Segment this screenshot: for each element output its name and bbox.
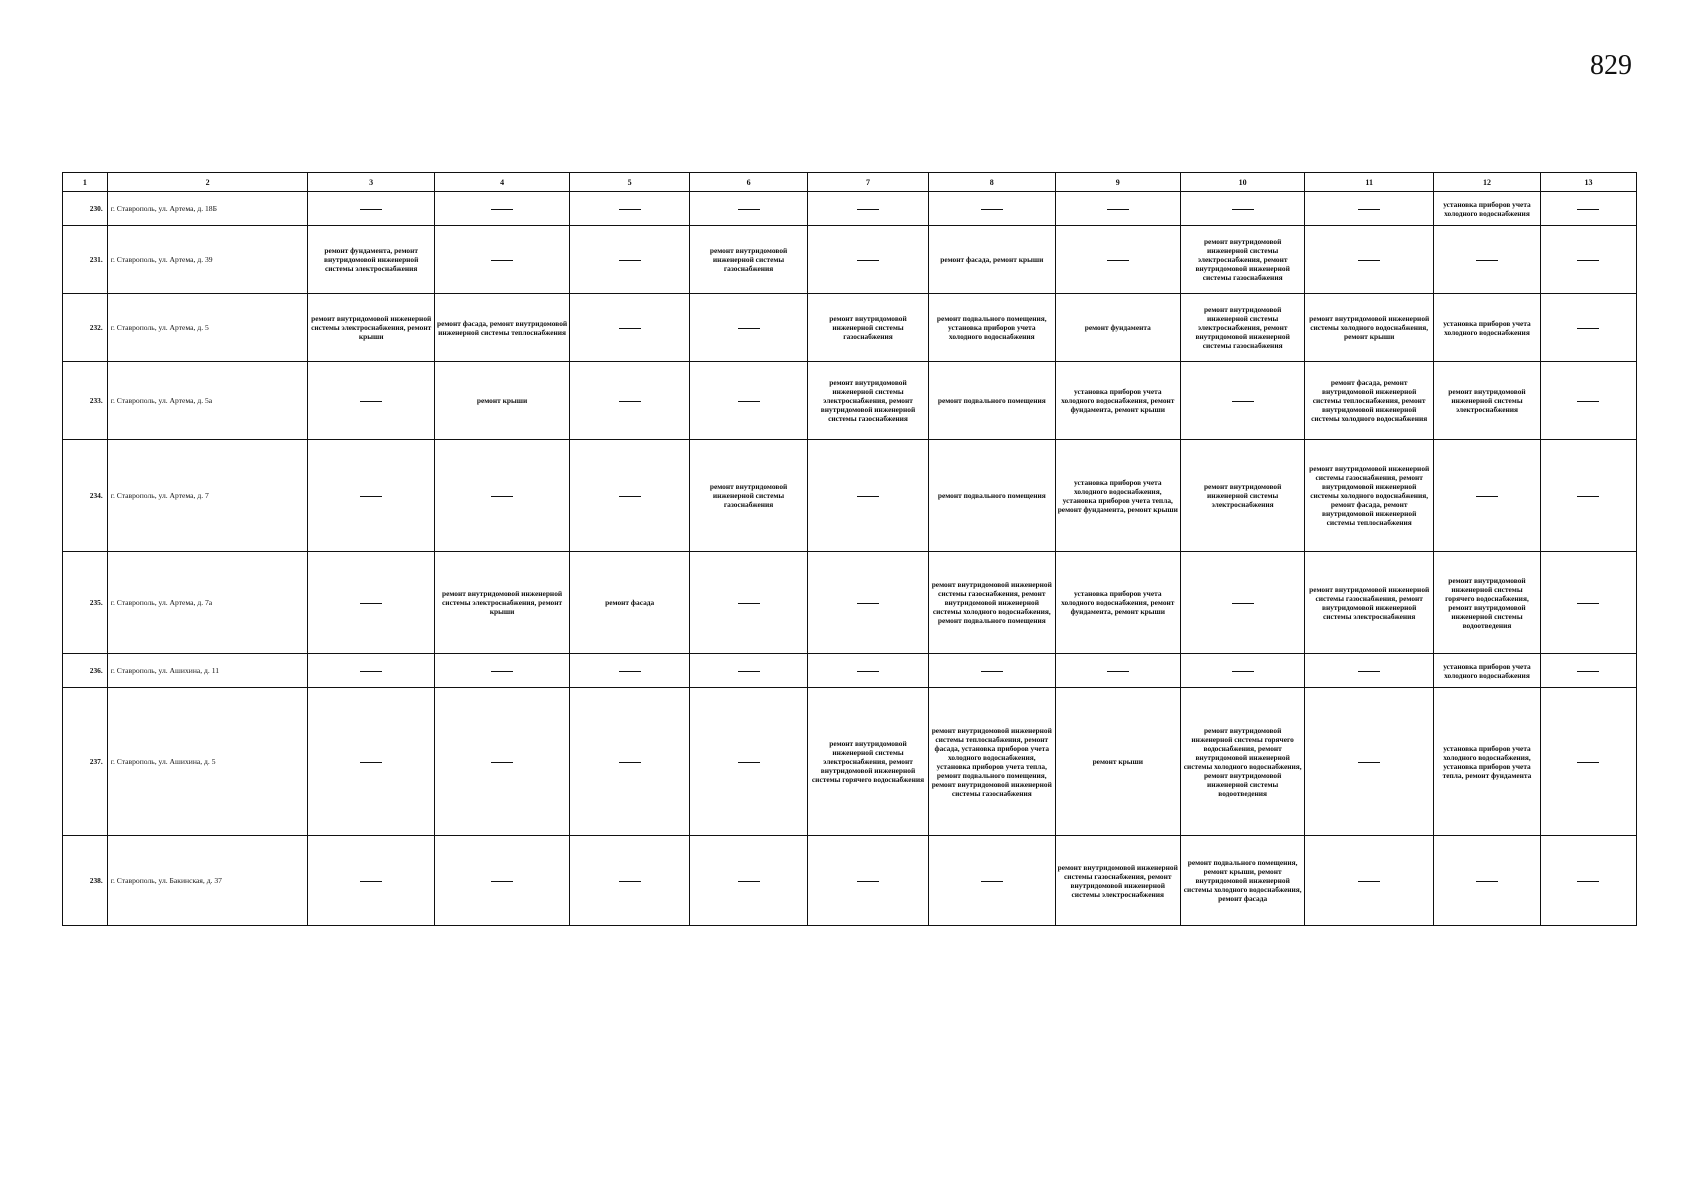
- empty-cell: [690, 552, 808, 654]
- empty-cell: [929, 654, 1056, 688]
- dash-mark: [1577, 496, 1599, 497]
- address-cell: г. Ставрополь, ул. Бакинская, д. 37: [107, 836, 308, 926]
- empty-cell: [1434, 440, 1541, 552]
- dash-mark: [360, 401, 382, 402]
- repair-schedule-table: [62, 172, 1637, 926]
- work-cell: ремонт фасада, ремонт внутридомовой инженерной системы теплоснабжения: [434, 294, 569, 362]
- address-cell: г. Ставрополь, ул. Артема, д. 7: [107, 440, 308, 552]
- address-cell: г. Ставрополь, ул. Артема, д. 5а: [107, 362, 308, 440]
- work-cell: ремонт крыши: [434, 362, 569, 440]
- dash-mark: [1577, 762, 1599, 763]
- work-cell: ремонт фундамента: [1055, 294, 1180, 362]
- work-cell: ремонт внутридомовой инженерной системы газоснабжения, ремонт внутридомовой инженерной системы электроснабжения: [1055, 836, 1180, 926]
- work-cell: ремонт внутридомовой инженерной системы электроснабжения, ремонт внутридомовой инженерной системы газоснабжения: [807, 362, 928, 440]
- dash-mark: [981, 881, 1003, 882]
- work-cell: ремонт внутридомовой инженерной системы холодного водоснабжения, ремонт крыши: [1305, 294, 1434, 362]
- dash-mark: [491, 496, 513, 497]
- empty-cell: [1540, 654, 1636, 688]
- dash-mark: [1232, 603, 1254, 604]
- column-header-11: 11: [1305, 173, 1434, 192]
- empty-cell: [308, 836, 435, 926]
- empty-cell: [690, 654, 808, 688]
- dash-mark: [619, 401, 641, 402]
- empty-cell: [1305, 226, 1434, 294]
- row-number: 233.: [63, 362, 108, 440]
- dash-mark: [857, 209, 879, 210]
- work-cell: ремонт внутридомовой инженерной системы газоснабжения, ремонт внутридомовой инженерной системы холодного водоснабжения, ремонт подвального помещения: [929, 552, 1056, 654]
- empty-cell: [690, 362, 808, 440]
- dash-mark: [619, 328, 641, 329]
- empty-cell: [434, 688, 569, 836]
- column-header-4: 4: [434, 173, 569, 192]
- address-cell: г. Ставрополь, ул. Артема, д. 7а: [107, 552, 308, 654]
- dash-mark: [857, 260, 879, 261]
- work-cell: ремонт крыши: [1055, 688, 1180, 836]
- dash-mark: [738, 209, 760, 210]
- dash-mark: [1476, 881, 1498, 882]
- dash-mark: [1107, 260, 1129, 261]
- page-number: 829: [1590, 50, 1632, 81]
- dash-mark: [491, 762, 513, 763]
- dash-mark: [981, 209, 1003, 210]
- empty-cell: [308, 440, 435, 552]
- empty-cell: [308, 654, 435, 688]
- empty-cell: [1180, 362, 1304, 440]
- empty-cell: [807, 836, 928, 926]
- address-cell: г. Ставрополь, ул. Артема, д. 39: [107, 226, 308, 294]
- work-cell: ремонт внутридомовой инженерной системы газоснабжения, ремонт внутридомовой инженерной системы электроснабжения: [1305, 552, 1434, 654]
- empty-cell: [690, 688, 808, 836]
- table-row: [63, 654, 1637, 688]
- address-cell: г. Ставрополь, ул. Артема, д. 18Б: [107, 192, 308, 226]
- work-cell: ремонт фасада: [570, 552, 690, 654]
- empty-cell: [1055, 654, 1180, 688]
- empty-cell: [1434, 226, 1541, 294]
- column-header-9: 9: [1055, 173, 1180, 192]
- dash-mark: [619, 209, 641, 210]
- work-cell: установка приборов учета холодного водоснабжения, ремонт фундамента, ремонт крыши: [1055, 552, 1180, 654]
- dash-mark: [738, 328, 760, 329]
- work-cell: установка приборов учета холодного водоснабжения: [1434, 294, 1541, 362]
- empty-cell: [1540, 362, 1636, 440]
- dash-mark: [1232, 671, 1254, 672]
- work-cell: ремонт подвального помещения, установка приборов учета холодного водоснабжения: [929, 294, 1056, 362]
- empty-cell: [1180, 654, 1304, 688]
- work-cell: ремонт внутридомовой инженерной системы газоснабжения: [690, 226, 808, 294]
- empty-cell: [690, 294, 808, 362]
- column-header-8: 8: [929, 173, 1056, 192]
- empty-cell: [1180, 192, 1304, 226]
- empty-cell: [1305, 688, 1434, 836]
- empty-cell: [1305, 836, 1434, 926]
- work-cell: установка приборов учета холодного водоснабжения, установка приборов учета тепла, ремонт фундамента, ремонт крыши: [1055, 440, 1180, 552]
- dash-mark: [1107, 671, 1129, 672]
- dash-mark: [491, 881, 513, 882]
- empty-cell: [1434, 836, 1541, 926]
- empty-cell: [570, 362, 690, 440]
- row-number: 230.: [63, 192, 108, 226]
- work-cell: ремонт внутридомовой инженерной системы электроснабжения, ремонт внутридомовой инженерной системы газоснабжения: [1180, 226, 1304, 294]
- column-header-7: 7: [807, 173, 928, 192]
- dash-mark: [360, 762, 382, 763]
- empty-cell: [434, 192, 569, 226]
- work-cell: ремонт внутридомовой инженерной системы электроснабжения, ремонт внутридомовой инженерной системы горячего водоснабжения: [807, 688, 928, 836]
- work-cell: установка приборов учета холодного водоснабжения: [1434, 654, 1541, 688]
- empty-cell: [308, 552, 435, 654]
- dash-mark: [1358, 209, 1380, 210]
- work-cell: ремонт подвального помещения: [929, 362, 1056, 440]
- table-row: [63, 226, 1637, 294]
- empty-cell: [807, 192, 928, 226]
- empty-cell: [690, 836, 808, 926]
- dash-mark: [360, 209, 382, 210]
- empty-cell: [807, 440, 928, 552]
- dash-mark: [857, 671, 879, 672]
- dash-mark: [738, 881, 760, 882]
- dash-mark: [1232, 401, 1254, 402]
- empty-cell: [570, 836, 690, 926]
- work-cell: ремонт фасада, ремонт крыши: [929, 226, 1056, 294]
- dash-mark: [1577, 671, 1599, 672]
- empty-cell: [1540, 226, 1636, 294]
- dash-mark: [857, 496, 879, 497]
- dash-mark: [360, 881, 382, 882]
- work-cell: ремонт внутридомовой инженерной системы электроснабжения, ремонт крыши: [434, 552, 569, 654]
- dash-mark: [1577, 603, 1599, 604]
- empty-cell: [929, 836, 1056, 926]
- work-cell: ремонт внутридомовой инженерной системы электроснабжения, ремонт крыши: [308, 294, 435, 362]
- dash-mark: [1476, 260, 1498, 261]
- dash-mark: [1577, 209, 1599, 210]
- work-cell: ремонт внутридомовой инженерной системы электроснабжения: [1180, 440, 1304, 552]
- empty-cell: [1540, 836, 1636, 926]
- table-row: [63, 688, 1637, 836]
- empty-cell: [570, 192, 690, 226]
- empty-cell: [434, 654, 569, 688]
- table-row: [63, 192, 1637, 226]
- dash-mark: [857, 881, 879, 882]
- empty-cell: [807, 654, 928, 688]
- empty-cell: [1055, 226, 1180, 294]
- address-cell: г. Ставрополь, ул. Артема, д. 5: [107, 294, 308, 362]
- dash-mark: [1577, 328, 1599, 329]
- dash-mark: [360, 671, 382, 672]
- dash-mark: [1107, 209, 1129, 210]
- empty-cell: [1055, 192, 1180, 226]
- column-header-1: 1: [63, 173, 108, 192]
- dash-mark: [619, 496, 641, 497]
- dash-mark: [1232, 209, 1254, 210]
- dash-mark: [1577, 881, 1599, 882]
- column-header-12: 12: [1434, 173, 1541, 192]
- work-cell: ремонт фасада, ремонт внутридомовой инженерной системы теплоснабжения, ремонт внутридомовой инженерной системы холодного водоснабжения: [1305, 362, 1434, 440]
- empty-cell: [434, 226, 569, 294]
- empty-cell: [1540, 294, 1636, 362]
- work-cell: ремонт подвального помещения, ремонт крыши, ремонт внутридомовой инженерной системы холодного водоснабжения, ремонт фасада: [1180, 836, 1304, 926]
- empty-cell: [1540, 552, 1636, 654]
- column-header-10: 10: [1180, 173, 1304, 192]
- column-header-2: 2: [107, 173, 308, 192]
- empty-cell: [690, 192, 808, 226]
- empty-cell: [1540, 688, 1636, 836]
- empty-cell: [929, 192, 1056, 226]
- row-number: 231.: [63, 226, 108, 294]
- dash-mark: [1476, 496, 1498, 497]
- dash-mark: [738, 671, 760, 672]
- work-cell: ремонт внутридомовой инженерной системы горячего водоснабжения, ремонт внутридомовой инженерной системы холодного водоснабжения, ремонт внутридомовой инженерной системы водоотведения: [1180, 688, 1304, 836]
- dash-mark: [360, 496, 382, 497]
- header-row: [63, 173, 1637, 192]
- empty-cell: [434, 836, 569, 926]
- dash-mark: [1358, 762, 1380, 763]
- row-number: 238.: [63, 836, 108, 926]
- address-cell: г. Ставрополь, ул. Ашихина, д. 11: [107, 654, 308, 688]
- dash-mark: [1358, 671, 1380, 672]
- dash-mark: [857, 603, 879, 604]
- empty-cell: [1540, 440, 1636, 552]
- table-row: [63, 440, 1637, 552]
- row-number: 232.: [63, 294, 108, 362]
- work-cell: ремонт внутридомовой инженерной системы теплоснабжения, ремонт фасада, установка приборов учета холодного водоснабжения, установка приборов учета тепла, ремонт подвального помещения, ремонт внутридомовой инженерной системы газоснабжения: [929, 688, 1056, 836]
- dash-mark: [360, 603, 382, 604]
- row-number: 236.: [63, 654, 108, 688]
- work-cell: ремонт подвального помещения: [929, 440, 1056, 552]
- empty-cell: [1305, 192, 1434, 226]
- work-cell: ремонт внутридомовой инженерной системы газоснабжения: [807, 294, 928, 362]
- empty-cell: [308, 688, 435, 836]
- empty-cell: [308, 362, 435, 440]
- empty-cell: [570, 688, 690, 836]
- empty-cell: [1180, 552, 1304, 654]
- dash-mark: [619, 671, 641, 672]
- dash-mark: [1577, 260, 1599, 261]
- row-number: 237.: [63, 688, 108, 836]
- work-cell: установка приборов учета холодного водоснабжения, установка приборов учета тепла, ремонт фундамента: [1434, 688, 1541, 836]
- dash-mark: [619, 762, 641, 763]
- table-row: [63, 552, 1637, 654]
- work-cell: ремонт внутридомовой инженерной системы электроснабжения: [1434, 362, 1541, 440]
- empty-cell: [570, 294, 690, 362]
- column-header-3: 3: [308, 173, 435, 192]
- work-cell: ремонт фундамента, ремонт внутридомовой инженерной системы электроснабжения: [308, 226, 435, 294]
- empty-cell: [570, 440, 690, 552]
- dash-mark: [619, 260, 641, 261]
- table-row: [63, 836, 1637, 926]
- empty-cell: [1305, 654, 1434, 688]
- empty-cell: [434, 440, 569, 552]
- dash-mark: [491, 260, 513, 261]
- empty-cell: [807, 552, 928, 654]
- dash-mark: [981, 671, 1003, 672]
- dash-mark: [1358, 881, 1380, 882]
- column-header-13: 13: [1540, 173, 1636, 192]
- dash-mark: [1358, 260, 1380, 261]
- column-header-6: 6: [690, 173, 808, 192]
- empty-cell: [570, 654, 690, 688]
- empty-cell: [570, 226, 690, 294]
- work-cell: установка приборов учета холодного водоснабжения, ремонт фундамента, ремонт крыши: [1055, 362, 1180, 440]
- work-cell: установка приборов учета холодного водоснабжения: [1434, 192, 1541, 226]
- dash-mark: [738, 762, 760, 763]
- dash-mark: [738, 401, 760, 402]
- dash-mark: [1577, 401, 1599, 402]
- table-row: [63, 294, 1637, 362]
- table-row: [63, 362, 1637, 440]
- empty-cell: [308, 192, 435, 226]
- work-cell: ремонт внутридомовой инженерной системы электроснабжения, ремонт внутридомовой инженерной системы газоснабжения: [1180, 294, 1304, 362]
- dash-mark: [491, 209, 513, 210]
- address-cell: г. Ставрополь, ул. Ашихина, д. 5: [107, 688, 308, 836]
- dash-mark: [619, 881, 641, 882]
- dash-mark: [491, 671, 513, 672]
- dash-mark: [738, 603, 760, 604]
- row-number: 234.: [63, 440, 108, 552]
- work-cell: ремонт внутридомовой инженерной системы газоснабжения, ремонт внутридомовой инженерной системы холодного водоснабжения, ремонт фасада, ремонт внутридомовой инженерной системы теплоснабжения: [1305, 440, 1434, 552]
- row-number: 235.: [63, 552, 108, 654]
- column-header-5: 5: [570, 173, 690, 192]
- work-cell: ремонт внутридомовой инженерной системы газоснабжения: [690, 440, 808, 552]
- empty-cell: [1540, 192, 1636, 226]
- empty-cell: [807, 226, 928, 294]
- work-cell: ремонт внутридомовой инженерной системы горячего водоснабжения, ремонт внутридомовой инженерной системы водоотведения: [1434, 552, 1541, 654]
